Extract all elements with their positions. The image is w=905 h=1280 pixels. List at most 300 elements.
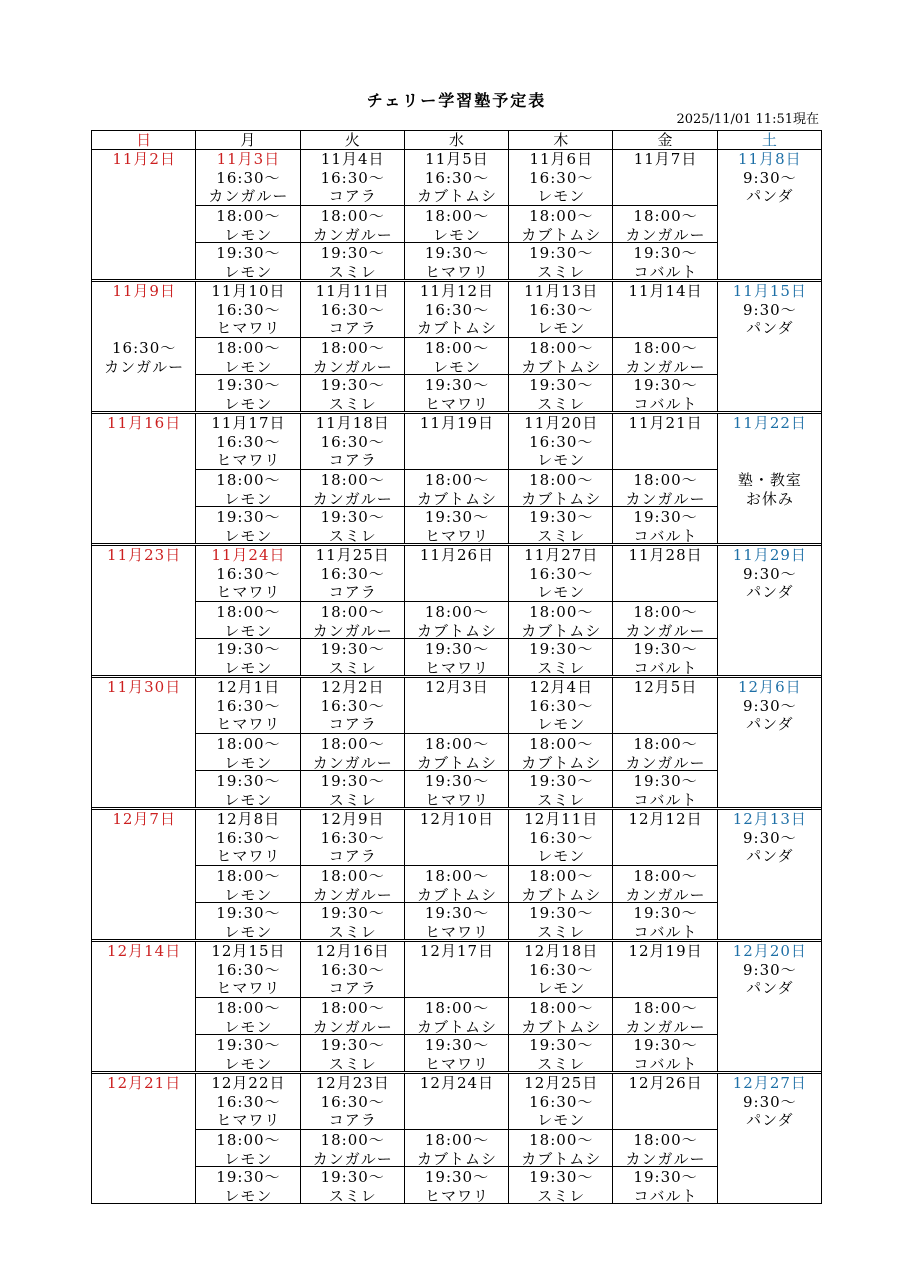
- class-group-name: カブトムシ: [416, 753, 497, 771]
- class-group-name: カンガルー: [625, 357, 706, 375]
- period-slot: [92, 998, 195, 1035]
- session-time: 18:00～: [216, 339, 281, 357]
- period-slot: [196, 338, 299, 375]
- week-row: [92, 810, 821, 942]
- date-label: 12月22日: [211, 1074, 286, 1092]
- class-group-name: ヒマワリ: [424, 1054, 489, 1071]
- session-time: 16:30～: [216, 300, 281, 319]
- class-group-name: コアラ: [328, 583, 377, 602]
- date-label: 12月20日: [732, 942, 807, 960]
- class-group-name: コバルト: [633, 790, 698, 807]
- session-time: 19:30～: [424, 1036, 490, 1054]
- session-time: 18:00～: [216, 999, 281, 1017]
- class-group-name: スミレ: [328, 790, 377, 807]
- date-label: 11月3日: [216, 150, 281, 168]
- day-cell-thu: [509, 414, 613, 543]
- period-slot: [301, 243, 404, 279]
- class-group-name: カンガルー: [312, 225, 393, 243]
- period-slot: [405, 734, 508, 771]
- period-slot: [301, 507, 404, 543]
- period-slot: [509, 150, 612, 206]
- class-group-name: コバルト: [633, 262, 698, 279]
- class-group-name: レモン: [224, 922, 273, 939]
- date-label: 11月18日: [315, 414, 390, 432]
- class-group-name: ヒマワリ: [424, 262, 489, 279]
- session-time: 19:30～: [424, 376, 490, 394]
- date-label: 12月2日: [320, 678, 385, 696]
- day-cell-sat: [718, 150, 821, 279]
- period-slot: [509, 470, 612, 507]
- class-group-name: カブトムシ: [521, 357, 602, 375]
- day-cell-wed: [405, 942, 509, 1071]
- session-time: 19:30～: [320, 1168, 385, 1186]
- period-slot: [92, 546, 195, 602]
- session-time: 9:30～: [742, 696, 797, 715]
- period-slot: [196, 470, 299, 507]
- period-slot: [613, 771, 716, 807]
- period-slot: [718, 810, 821, 866]
- week-row: [92, 546, 821, 678]
- date-label: 11月24日: [211, 546, 286, 564]
- session-time: 19:30～: [529, 508, 594, 526]
- period-slot: [613, 1130, 716, 1167]
- day-cell-tue: [301, 282, 405, 411]
- period-slot: [92, 771, 195, 807]
- day-cell-tue: [301, 1074, 405, 1203]
- class-group-name: コバルト: [633, 658, 698, 675]
- day-cell-sun: [92, 942, 196, 1071]
- period-slot: [301, 903, 404, 939]
- week-row: [92, 942, 821, 1074]
- period-slot: [301, 998, 404, 1035]
- period-slot: [718, 1167, 821, 1203]
- session-time: 16:30～: [424, 300, 490, 319]
- period-slot: [301, 771, 404, 807]
- class-group-name: レモン: [537, 847, 586, 866]
- day-cell-mon: [196, 810, 300, 939]
- date-label: 12月7日: [112, 810, 176, 828]
- day-cell-sun: [92, 150, 196, 279]
- day-cell-mon: [196, 414, 300, 543]
- period-slot: [92, 507, 195, 543]
- day-cell-sat: [718, 546, 821, 675]
- class-group-name: カンガルー: [625, 621, 706, 639]
- day-cell-fri: [613, 810, 717, 939]
- date-label: 12月11日: [524, 810, 599, 828]
- day-cell-thu: [509, 546, 613, 675]
- session-time: 18:00～: [216, 603, 281, 621]
- class-group-name: カンガルー: [625, 489, 706, 507]
- day-cell-fri: [613, 1074, 717, 1203]
- period-slot: [301, 338, 404, 375]
- period-slot: [718, 282, 821, 338]
- period-slot: [509, 414, 612, 470]
- period-slot: [718, 470, 821, 507]
- period-slot: [196, 1167, 299, 1203]
- period-slot: [718, 414, 821, 470]
- class-group-name: ヒマワリ: [424, 790, 489, 807]
- day-cell-wed: [405, 810, 509, 939]
- day-cell-fri: [613, 546, 717, 675]
- day-cell-tue: [301, 414, 405, 543]
- period-slot: [92, 1074, 195, 1130]
- day-cell-mon: [196, 1074, 300, 1203]
- date-label: 12月6日: [738, 678, 802, 696]
- day-cell-fri: [613, 942, 717, 1071]
- day-cell-wed: [405, 678, 509, 807]
- class-group-name: カブトムシ: [521, 489, 602, 507]
- period-slot: [301, 375, 404, 411]
- session-time: 18:00～: [424, 603, 490, 621]
- period-slot: [405, 206, 508, 243]
- period-slot: [718, 375, 821, 411]
- session-time: 16:30～: [529, 960, 594, 979]
- date-label: 12月27日: [732, 1074, 807, 1092]
- date-label: 11月23日: [107, 546, 182, 564]
- class-group-name: コアラ: [328, 715, 377, 734]
- class-group-name: カンガルー: [312, 489, 393, 507]
- day-cell-sun: [92, 282, 196, 411]
- period-slot: [92, 678, 195, 734]
- period-slot: [509, 338, 612, 375]
- period-slot: [405, 602, 508, 639]
- session-time: 19:30～: [633, 244, 698, 262]
- period-slot: [92, 375, 195, 411]
- session-time: 16:30～: [320, 696, 385, 715]
- class-group-name: コアラ: [328, 319, 377, 338]
- session-time: 18:00～: [633, 735, 698, 753]
- session-time: 19:30～: [633, 904, 698, 922]
- period-slot: [718, 507, 821, 543]
- period-slot: [613, 866, 716, 903]
- session-time: 18:00～: [424, 471, 490, 489]
- session-time: 19:30～: [529, 1036, 594, 1054]
- session-time: 16:30～: [216, 960, 281, 979]
- period-slot: [718, 866, 821, 903]
- class-group-name: コバルト: [633, 394, 698, 411]
- period-slot: [196, 998, 299, 1035]
- date-label: 11月28日: [628, 546, 703, 564]
- page-title: チェリー学習塾予定表: [366, 91, 547, 110]
- date-label: 12月8日: [216, 810, 281, 828]
- class-group-name: カブトムシ: [416, 885, 497, 903]
- period-slot: [405, 282, 508, 338]
- period-slot: [92, 470, 195, 507]
- session-time: 19:30～: [320, 508, 385, 526]
- date-label: 11月4日: [320, 150, 385, 168]
- class-group-name: ヒマワリ: [424, 922, 489, 939]
- week-row: [92, 282, 821, 414]
- class-group-name: コアラ: [328, 1111, 377, 1130]
- period-slot: [301, 734, 404, 771]
- class-group-name: スミレ: [328, 1186, 377, 1203]
- session-time: 19:30～: [320, 640, 385, 658]
- period-slot: [718, 1074, 821, 1130]
- class-group-name: カンガルー: [208, 187, 289, 206]
- period-slot: [613, 338, 716, 375]
- session-time: 19:30～: [529, 904, 594, 922]
- class-group-name: パンダ: [746, 187, 794, 206]
- period-slot: [613, 810, 716, 866]
- session-time: 19:30～: [320, 1036, 385, 1054]
- session-time: 19:30～: [216, 904, 281, 922]
- period-slot: [405, 470, 508, 507]
- period-slot: [718, 206, 821, 243]
- session-time: 19:30～: [633, 508, 698, 526]
- session-time: 16:30～: [216, 432, 281, 451]
- period-slot: [196, 771, 299, 807]
- session-time: 16:30～: [529, 432, 594, 451]
- session-time: 19:30～: [424, 640, 490, 658]
- week-row: [92, 414, 821, 546]
- class-group-name: スミレ: [537, 262, 586, 279]
- period-slot: [405, 678, 508, 734]
- period-slot: [301, 602, 404, 639]
- class-group-name: カブトムシ: [416, 319, 497, 338]
- day-cell-tue: [301, 810, 405, 939]
- period-slot: [92, 942, 195, 998]
- period-slot: [509, 639, 612, 675]
- period-slot: [718, 1130, 821, 1167]
- class-group-name: カブトムシ: [521, 1149, 602, 1167]
- day-cell-wed: [405, 150, 509, 279]
- day-cell-thu: [509, 810, 613, 939]
- period-slot: [92, 1167, 195, 1203]
- period-slot: [301, 414, 404, 470]
- date-label: 12月15日: [211, 942, 286, 960]
- period-slot: [405, 771, 508, 807]
- class-group-name: ヒマワリ: [216, 715, 281, 734]
- session-time: 18:00～: [529, 867, 594, 885]
- date-label: 12月25日: [524, 1074, 599, 1092]
- class-group-name: パンダ: [746, 847, 794, 866]
- period-slot: [718, 903, 821, 939]
- period-slot: [196, 1130, 299, 1167]
- session-time: 19:30～: [633, 376, 698, 394]
- weekday-header-fri: 金: [613, 131, 717, 149]
- class-group-name: スミレ: [328, 658, 377, 675]
- session-time: 19:30～: [216, 244, 281, 262]
- period-slot: [405, 338, 508, 375]
- class-group-name: レモン: [224, 658, 273, 675]
- class-group-name: レモン: [224, 753, 273, 771]
- period-slot: [196, 942, 299, 998]
- session-time: 18:00～: [529, 999, 594, 1017]
- session-time: 19:30～: [320, 772, 385, 790]
- day-cell-sun: [92, 1074, 196, 1203]
- day-cell-mon: [196, 678, 300, 807]
- date-label: 12月9日: [320, 810, 385, 828]
- class-group-name: カンガルー: [104, 357, 185, 375]
- date-label: 11月7日: [633, 150, 698, 168]
- class-group-name: ヒマワリ: [216, 583, 281, 602]
- session-time: 19:30～: [529, 772, 594, 790]
- day-cell-fri: [613, 150, 717, 279]
- period-slot: [405, 546, 508, 602]
- session-time: 19:30～: [320, 376, 385, 394]
- period-slot: [301, 678, 404, 734]
- period-slot: [613, 998, 716, 1035]
- class-group-name: カンガルー: [312, 753, 393, 771]
- period-slot: [718, 243, 821, 279]
- period-slot: [509, 1130, 612, 1167]
- week-row: [92, 1074, 821, 1203]
- period-slot: [196, 375, 299, 411]
- session-time: 18:00～: [633, 471, 698, 489]
- class-group-name: レモン: [224, 489, 273, 507]
- session-time: 19:30～: [633, 1036, 698, 1054]
- session-time: 16:30～: [320, 1092, 385, 1111]
- period-slot: [196, 866, 299, 903]
- period-slot: [196, 243, 299, 279]
- period-slot: [196, 602, 299, 639]
- session-time: 16:30～: [529, 300, 594, 319]
- class-group-name: レモン: [537, 187, 586, 206]
- day-cell-fri: [613, 678, 717, 807]
- period-slot: [196, 734, 299, 771]
- session-time: 19:30～: [320, 904, 385, 922]
- class-group-name: ヒマワリ: [216, 451, 281, 470]
- period-slot: [301, 639, 404, 675]
- period-slot: [613, 470, 716, 507]
- class-group-name: レモン: [224, 225, 273, 243]
- period-slot: [509, 602, 612, 639]
- session-time: 19:30～: [633, 772, 698, 790]
- period-slot: [405, 810, 508, 866]
- period-slot: [613, 602, 716, 639]
- day-cell-mon: [196, 150, 300, 279]
- class-group-name: レモン: [224, 357, 273, 375]
- period-slot: [196, 546, 299, 602]
- day-cell-wed: [405, 546, 509, 675]
- period-slot: [196, 903, 299, 939]
- day-cell-tue: [301, 546, 405, 675]
- period-slot: [405, 1130, 508, 1167]
- weekday-header-thu: 木: [509, 131, 613, 149]
- period-slot: [613, 639, 716, 675]
- class-group-name: レモン: [432, 225, 481, 243]
- session-time: 19:30～: [320, 244, 385, 262]
- period-slot: [196, 810, 299, 866]
- period-slot: [509, 866, 612, 903]
- class-group-name: パンダ: [746, 319, 794, 338]
- session-time: 19:30～: [529, 640, 594, 658]
- period-slot: [196, 206, 299, 243]
- period-slot: [196, 678, 299, 734]
- session-time: 18:00～: [216, 471, 281, 489]
- session-time: 18:00～: [320, 999, 385, 1017]
- day-cell-tue: [301, 150, 405, 279]
- day-cell-thu: [509, 282, 613, 411]
- session-time: 19:30～: [633, 1168, 698, 1186]
- class-group-name: スミレ: [537, 1186, 586, 1203]
- class-group-name: スミレ: [328, 526, 377, 543]
- day-cell-fri: [613, 282, 717, 411]
- session-time: 16:30～: [216, 828, 281, 847]
- session-time: 9:30～: [742, 300, 797, 319]
- period-slot: [613, 414, 716, 470]
- session-time: 18:00～: [529, 471, 594, 489]
- class-group-name: レモン: [537, 979, 586, 998]
- class-group-name: レモン: [224, 790, 273, 807]
- date-label: 11月13日: [524, 282, 599, 300]
- class-group-name: コアラ: [328, 979, 377, 998]
- session-time: 18:00～: [633, 207, 698, 225]
- class-group-name: ヒマワリ: [424, 658, 489, 675]
- period-slot: [718, 998, 821, 1035]
- class-group-name: スミレ: [537, 658, 586, 675]
- period-slot: [92, 903, 195, 939]
- week-row: [92, 678, 821, 810]
- session-time: 19:30～: [633, 640, 698, 658]
- class-group-name: コバルト: [633, 922, 698, 939]
- period-slot: [613, 150, 716, 206]
- period-slot: [301, 470, 404, 507]
- session-time: 19:30～: [216, 640, 281, 658]
- class-group-name: カブトムシ: [521, 225, 602, 243]
- period-slot: [509, 771, 612, 807]
- period-slot: [509, 206, 612, 243]
- session-time: 18:00～: [216, 207, 281, 225]
- day-cell-fri: [613, 414, 717, 543]
- class-group-name: レモン: [224, 885, 273, 903]
- period-slot: [718, 771, 821, 807]
- date-label: 11月16日: [107, 414, 182, 432]
- session-time: 18:00～: [320, 207, 385, 225]
- date-label: 11月5日: [425, 150, 489, 168]
- session-time: 16:30～: [320, 564, 385, 583]
- date-label: 11月11日: [315, 282, 390, 300]
- class-group-name: レモン: [537, 1111, 586, 1130]
- period-slot: [613, 243, 716, 279]
- class-group-name: レモン: [224, 394, 273, 411]
- weekday-header-tue: 火: [301, 131, 405, 149]
- session-time: 18:00～: [320, 1131, 385, 1149]
- period-slot: [509, 678, 612, 734]
- period-slot: [196, 282, 299, 338]
- period-slot: [613, 1035, 716, 1071]
- period-slot: [92, 282, 195, 338]
- day-cell-tue: [301, 678, 405, 807]
- period-slot: [196, 639, 299, 675]
- date-label: 11月9日: [112, 282, 176, 300]
- weekday-header-row: [92, 131, 821, 150]
- class-group-name: カンガルー: [625, 753, 706, 771]
- day-cell-wed: [405, 282, 509, 411]
- session-time: 19:30～: [216, 508, 281, 526]
- date-label: 12月23日: [315, 1074, 390, 1092]
- day-cell-thu: [509, 942, 613, 1071]
- date-label: 12月21日: [107, 1074, 182, 1092]
- session-time: 18:00～: [424, 867, 490, 885]
- period-slot: [718, 602, 821, 639]
- session-time: 16:30～: [320, 300, 385, 319]
- date-label: 12月26日: [628, 1074, 703, 1092]
- class-group-name: スミレ: [537, 922, 586, 939]
- class-group-name: レモン: [224, 1149, 273, 1167]
- class-group-name: スミレ: [328, 922, 377, 939]
- class-group-name: ヒマワリ: [424, 394, 489, 411]
- session-time: 19:30～: [529, 1168, 594, 1186]
- date-label: 11月20日: [524, 414, 599, 432]
- period-slot: [509, 1167, 612, 1203]
- period-slot: [718, 639, 821, 675]
- day-cell-sun: [92, 546, 196, 675]
- date-label: 11月6日: [529, 150, 594, 168]
- period-slot: [301, 1074, 404, 1130]
- session-time: 18:00～: [424, 339, 490, 357]
- period-slot: [405, 942, 508, 998]
